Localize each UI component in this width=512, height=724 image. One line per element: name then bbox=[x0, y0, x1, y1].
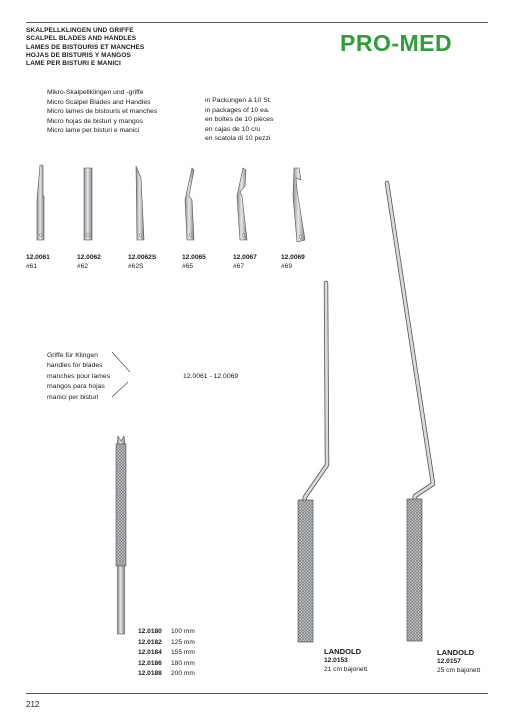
pack-de: in Packungen à 10 St. bbox=[205, 97, 272, 104]
blade-caption bbox=[77, 254, 101, 270]
handles-label bbox=[47, 351, 110, 403]
blade-62s-drawing bbox=[136, 166, 144, 240]
name-en: Micro Scalpel Blades and Handles bbox=[47, 98, 151, 106]
size-code: 12.0180 bbox=[138, 628, 162, 635]
handles-pointer-lines bbox=[112, 352, 130, 397]
pack-es: en cajas de 10 c/u bbox=[205, 125, 261, 133]
landold-code: 12.0157 bbox=[437, 658, 461, 665]
size-length: 180 mm bbox=[171, 659, 195, 667]
blade-caption bbox=[182, 254, 206, 270]
title-en: SCALPEL BLADES AND HANDLES bbox=[26, 35, 137, 43]
blade-caption bbox=[128, 254, 156, 270]
handles-label-en: handles for blades bbox=[47, 362, 103, 370]
handle-size-row bbox=[138, 659, 195, 670]
landold-desc: 25 cm bajonett bbox=[437, 667, 481, 674]
landold-caption bbox=[324, 647, 367, 673]
landold-desc: 21 cm bajonett bbox=[324, 666, 368, 673]
landold-name: LANDOLD bbox=[437, 648, 475, 657]
scalpel-handle-drawing bbox=[116, 436, 126, 634]
title-fr: LAMES DE BISTOURIS ET MANCHES bbox=[26, 43, 145, 51]
size-code: 12.0182 bbox=[138, 638, 162, 646]
size-length: 100 mm bbox=[171, 628, 195, 635]
title-de: SKALPELLKLINGEN UND GRIFFE bbox=[26, 27, 134, 34]
landold-code: 12.0153 bbox=[324, 657, 348, 664]
blade-caption bbox=[281, 254, 305, 270]
handle-size-row bbox=[138, 638, 195, 649]
blade-69-drawing bbox=[293, 168, 305, 242]
handle-size-table bbox=[138, 627, 195, 680]
blade-ref: #62 bbox=[77, 263, 89, 270]
handles-label-de: Griffe für Klingen bbox=[47, 352, 98, 359]
blade-ref: #67 bbox=[233, 263, 245, 270]
blade-ref: #69 bbox=[281, 263, 293, 270]
blade-caption bbox=[233, 254, 257, 270]
blade-67-drawing bbox=[237, 168, 247, 240]
blade-code: 12.0065 bbox=[182, 254, 206, 261]
handles-label-es: mangos para hojas bbox=[47, 383, 105, 391]
blade-code: 12.0069 bbox=[281, 254, 305, 261]
name-es: Micro hojas de bisturí y mangos bbox=[47, 117, 143, 125]
pro-med-logo: PRO-MED bbox=[340, 30, 453, 56]
handle-size-row bbox=[138, 648, 195, 659]
blade-code: 12.0062 bbox=[77, 254, 101, 261]
pack-it: en scatola di 10 pezzi bbox=[205, 135, 271, 143]
blade-ref: #65 bbox=[182, 263, 194, 270]
size-length: 200 mm bbox=[171, 670, 195, 677]
handle-size-row bbox=[138, 669, 195, 680]
landold-caption bbox=[437, 648, 480, 674]
blade-code: 12.0062S bbox=[128, 254, 157, 261]
blade-ref: #62S bbox=[128, 263, 144, 270]
pack-en: in packages of 10 ea. bbox=[205, 106, 270, 114]
blade-65-drawing bbox=[185, 168, 194, 240]
size-length: 155 mm bbox=[171, 649, 195, 656]
handle-size-row bbox=[138, 627, 195, 638]
title-it: LAME PER BISTURI E MANICI bbox=[26, 60, 121, 68]
handles-label-it: manici per bisturi bbox=[47, 393, 99, 401]
blade-61-drawing bbox=[37, 165, 44, 240]
landold-name: LANDOLD bbox=[324, 647, 362, 656]
blade-code: 12.0067 bbox=[233, 254, 257, 261]
blade-62-drawing bbox=[84, 168, 92, 240]
handles-label-fr: manches pour lames bbox=[47, 372, 111, 380]
landold-12-0157-drawing bbox=[387, 183, 433, 641]
name-fr: Micro lames de bistouris et manches bbox=[47, 108, 158, 116]
size-code: 12.0184 bbox=[138, 649, 162, 656]
blade-caption bbox=[26, 254, 50, 270]
size-length: 125 mm bbox=[171, 638, 195, 646]
pack-fr: en boîtes de 10 pièces bbox=[205, 116, 274, 124]
landold-12-0153-drawing bbox=[298, 283, 327, 642]
blade-ref: #61 bbox=[26, 263, 38, 270]
page-number: 212 bbox=[26, 700, 40, 709]
name-it: Micro lame per bisturi e manici bbox=[47, 127, 140, 135]
title-es: HOJAS DE BISTURIS Y MANGOS bbox=[26, 51, 131, 59]
size-code: 12.0188 bbox=[138, 670, 162, 677]
handles-blade-range: 12.0061 - 12.0069 bbox=[183, 373, 239, 380]
name-de: Mikro-Skalpellklingen und -griffe bbox=[47, 89, 144, 96]
blade-code: 12.0061 bbox=[26, 254, 50, 261]
size-code: 12.0186 bbox=[138, 659, 162, 667]
